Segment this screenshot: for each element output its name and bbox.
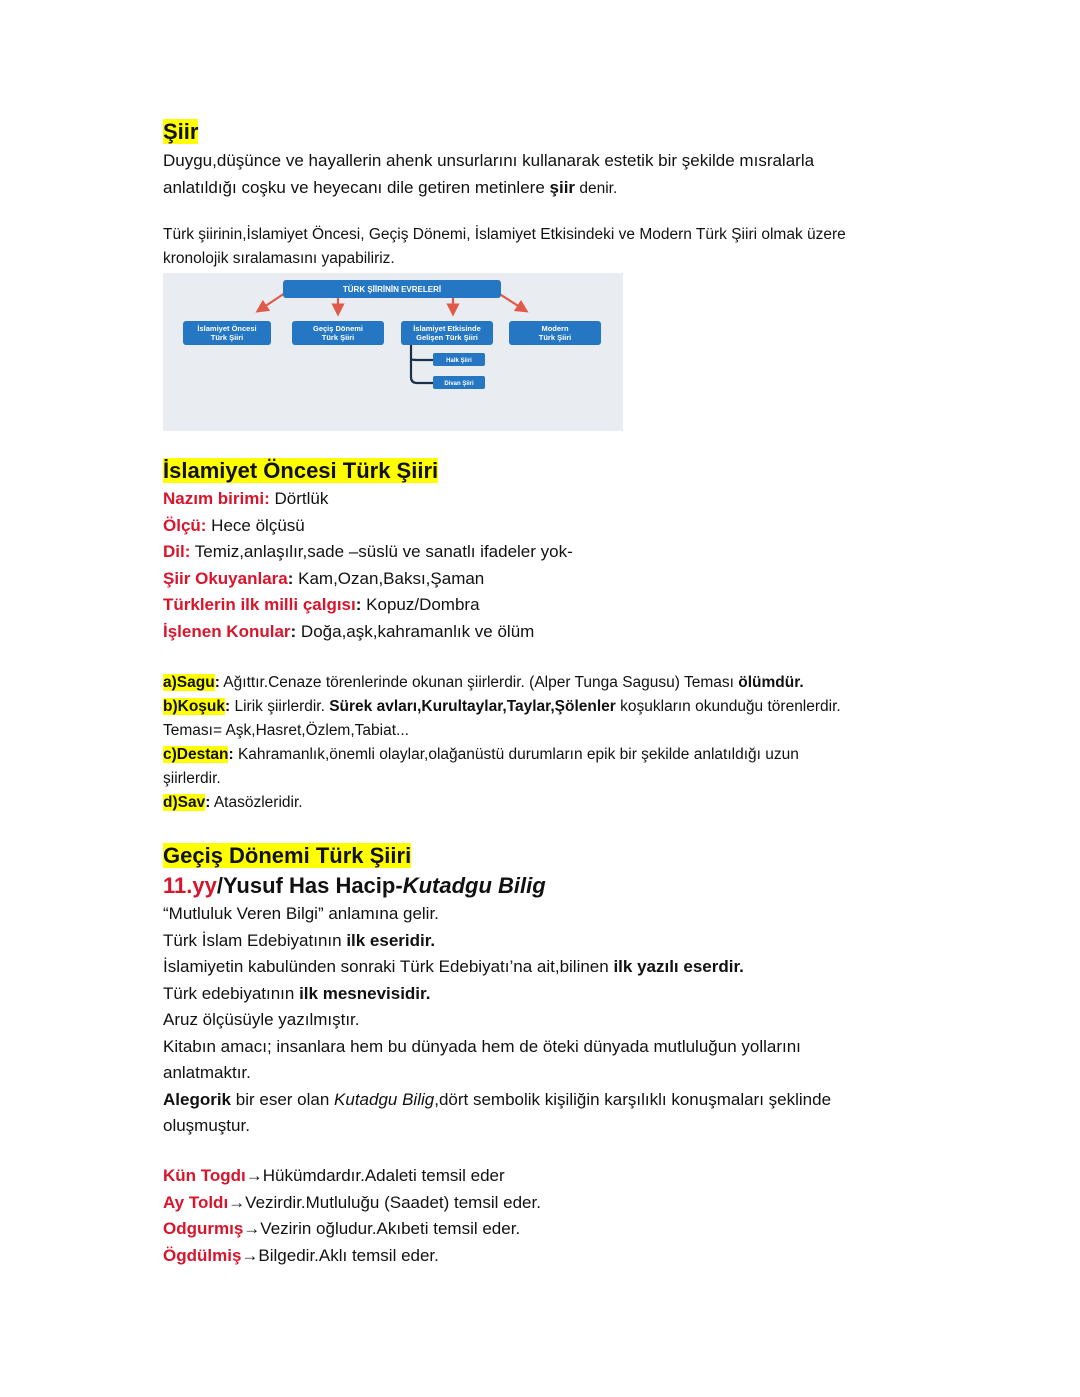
form-destan: c)Destan: Kahramanlık,önemli olaylar,olağanüstü durumların epik bir şekilde anlatıldığı uzun xyxy=(163,746,799,763)
diagram-node-3 xyxy=(509,321,601,345)
form-destan-cont: şiirlerdir. xyxy=(163,770,221,787)
character-ay-toldi: Ay Toldı→Vezirdir.Mutluluğu (Saadet) temsil eder. xyxy=(163,1190,541,1217)
pre-row-language: Dil: Temiz,anlaşılır,sade –süslü ve sanatlı ifadeler yok- xyxy=(163,542,573,561)
character-ogdulmis: Ögdülmiş→Bilgedir.Aklı temsil eder. xyxy=(163,1243,541,1270)
transition-goal-1: Kitabın amacı; insanlara hem bu dünyada hem de öteki dünyada mutluluğun yollarını xyxy=(163,1036,801,1056)
intro-section xyxy=(163,116,814,202)
pre-islamic-section xyxy=(163,456,573,645)
transition-meaning: “Mutluluk Veren Bilgi” anlamına gelir. xyxy=(163,904,439,923)
arrow-icon: → xyxy=(241,1245,259,1265)
svg-text:Halk Şiiri: Halk Şiiri xyxy=(446,358,472,364)
pre-row-instrument: Türklerin ilk milli çalgısı: Kopuz/Dombra xyxy=(163,595,480,614)
arrow-icon: → xyxy=(228,1192,246,1212)
svg-text:Modern: Modern xyxy=(541,324,569,333)
diagram-connector xyxy=(411,345,433,383)
transition-allegory: Alegorik bir eser olan Kutadgu Bilig,dört sembolik kişiliğin karşılıklı konuşmaları şeklinde xyxy=(163,1089,832,1109)
svg-text:Gelişen Türk Şiiri: Gelişen Türk Şiiri xyxy=(416,333,478,342)
transition-first-written: İslamiyetin kabulünden sonraki Türk Edebiyatı’na ait,bilinen ilk yazılı eserdir. xyxy=(163,957,744,976)
diagram-subnode-1 xyxy=(433,376,485,389)
diagram-svg xyxy=(163,273,623,431)
form-kosuk: b)Koşuk: Lirik şiirlerdir. Sürek avları,Kurultaylar,Taylar,Şölenler koşukların okunduğu törenlerdir. xyxy=(163,698,841,715)
pre-row-meter: Ölçü: Hece ölçüsü xyxy=(163,515,305,535)
arrow-icon: → xyxy=(245,1166,263,1185)
transition-aruz: Aruz ölçüsüyle yazılmıştır. xyxy=(163,1010,360,1029)
characters-section xyxy=(163,1163,541,1269)
transition-goal-2: anlatmaktır. xyxy=(163,1063,251,1082)
diagram-subnode-0 xyxy=(433,353,485,366)
transition-first-work: Türk İslam Edebiyatının ilk eseridir. xyxy=(163,930,436,950)
definition-term: şiir xyxy=(549,177,576,197)
diagram-node-0 xyxy=(183,321,271,345)
poem-forms-section xyxy=(163,671,841,815)
arrow-icon: → xyxy=(243,1219,261,1238)
form-kosuk-theme: Teması= Aşk,Hasret,Özlem,Tabiat... xyxy=(163,722,409,739)
svg-text:Geçiş Dönemi: Geçiş Dönemi xyxy=(312,324,364,333)
character-odgurmis: Odgurmış→Vezirin oğludur.Akıbeti temsil eder. xyxy=(163,1216,541,1243)
transition-first-mesnevi: Türk edebiyatının ilk mesnevisidir. xyxy=(163,983,431,1003)
chronology-line1: Türk şiirinin,İslamiyet Öncesi, Geçiş Dönemi, İslamiyet Etkisindeki ve Modern Türk Şiiri olmak üzere xyxy=(163,226,846,243)
intro-definition-line2: anlatıldığı coşku ve heyecanı dile getiren metinlere şiir denir. xyxy=(163,177,618,197)
intro-title: Şiir xyxy=(163,119,199,144)
pre-row-meter-unit: Nazım birimi: Dörtlük xyxy=(163,489,329,508)
form-sav: d)Sav: Atasözleridir. xyxy=(163,794,303,811)
transition-section xyxy=(163,841,831,1140)
svg-text:Türk Şiiri: Türk Şiiri xyxy=(538,333,572,342)
diagram-node-2 xyxy=(401,321,493,345)
svg-text:Türk Şiiri: Türk Şiiri xyxy=(321,333,355,342)
chronology-line2: kronolojik sıralamasını yapabiliriz. xyxy=(163,250,395,267)
character-kun-togdi: Kün Togdı→Hükümdardır.Adaleti temsil eder xyxy=(163,1163,541,1190)
transition-title: Geçiş Dönemi Türk Şiiri xyxy=(163,843,412,868)
svg-text:Türk Şiiri: Türk Şiiri xyxy=(210,333,244,342)
pre-row-topics: İşlenen Konular: Doğa,aşk,kahramanlık ve ölüm xyxy=(163,621,535,641)
pre-row-reciters: Şiir Okuyanlara: Kam,Ozan,Baksı,Şaman xyxy=(163,568,485,588)
poetry-eras-diagram xyxy=(163,273,623,431)
form-sagu: a)Sagu: Ağıttır.Cenaze törenlerinde okunan şiirlerdir. (Alper Tunga Sagusu) Teması ölümdür. xyxy=(163,674,804,691)
diagram-title-box xyxy=(283,280,501,298)
svg-text:Divan Şiiri: Divan Şiiri xyxy=(444,381,474,387)
diagram-title: TÜRK ŞİİRİNİN EVRELERİ xyxy=(342,285,442,294)
transition-subtitle: 11.yy/Yusuf Has Hacip-Kutadgu Bilig xyxy=(163,873,546,898)
intro-definition-line1: Duygu,düşünce ve hayallerin ahenk unsurlarını kullanarak estetik bir şekilde mısralarla xyxy=(163,151,815,170)
intro-chronology xyxy=(163,223,846,271)
pre-islamic-title: İslamiyet Öncesi Türk Şiiri xyxy=(163,458,439,483)
svg-text:İslamiyet Etkisinde: İslamiyet Etkisinde xyxy=(413,324,481,333)
diagram-node-1 xyxy=(292,321,384,345)
transition-allegory-2: oluşmuştur. xyxy=(163,1116,250,1135)
svg-text:İslamiyet Öncesi: İslamiyet Öncesi xyxy=(197,324,257,333)
